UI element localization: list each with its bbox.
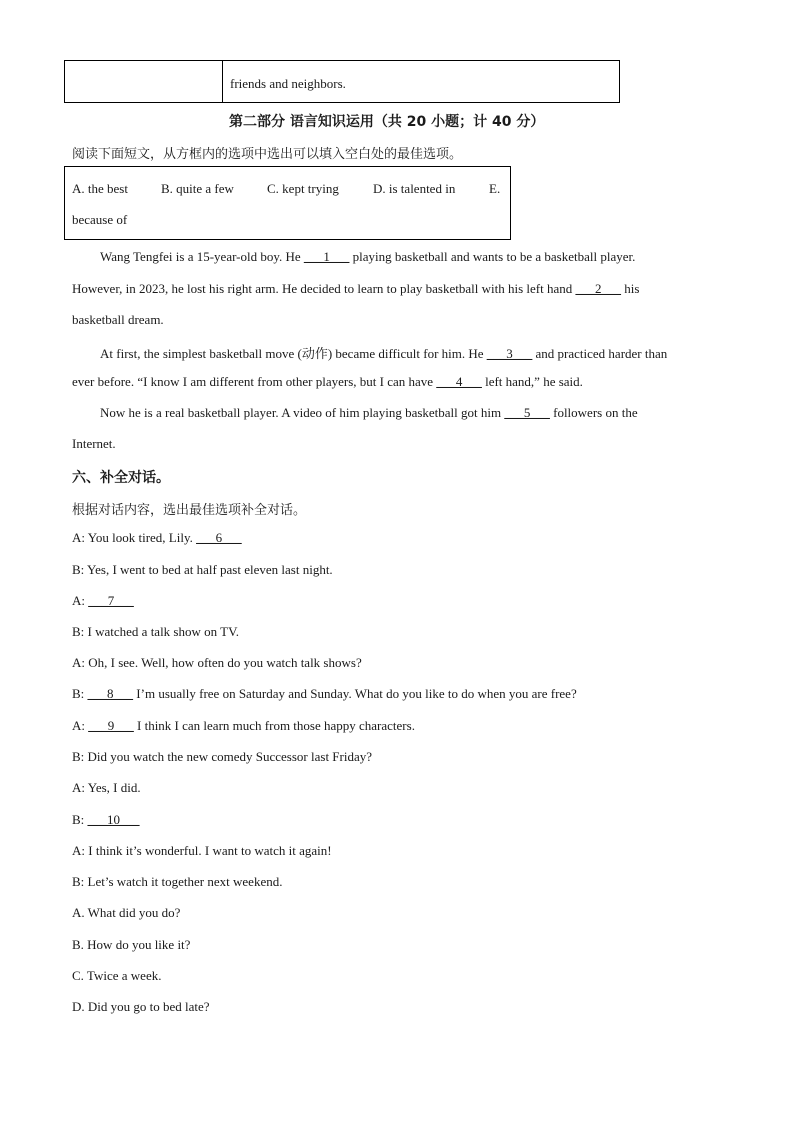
option-d: D. is talented in <box>373 181 456 196</box>
blank-5: ___5___ <box>504 405 550 420</box>
passage-line <box>72 374 583 390</box>
passage-text: and practiced harder than <box>532 346 668 361</box>
blank-4: ___4___ <box>436 374 482 389</box>
dialogue-line: B: Yes, I went to bed at half past eleven last night. <box>72 562 333 577</box>
blank-8: ___8___ <box>87 686 134 701</box>
passage-text: Now he is a real basketball player. A video of him playing basketball got him <box>100 405 505 420</box>
choice-b: B. How do you like it? <box>72 937 191 952</box>
option-b: B. quite a few <box>161 181 234 196</box>
passage-text: playing basketball and wants to be a basketball player. <box>349 249 636 264</box>
table-divider <box>222 61 223 102</box>
passage-text: However, in 2023, he lost his right arm. He decided to learn to play basketball with his left hand <box>72 281 576 296</box>
passage-line: Internet. <box>72 436 116 451</box>
dialogue-line: A: I think it’s wonderful. I want to watch it again! <box>72 843 332 858</box>
choice-d: D. Did you go to bed late? <box>72 999 210 1014</box>
dialogue-line <box>72 718 415 734</box>
choice-c: C. Twice a week. <box>72 968 162 983</box>
table-cell-text: friends and neighbors. <box>230 76 346 91</box>
blank-2: ___2___ <box>575 281 621 296</box>
part2-title: 第二部分 语言知识运用（共 20 小题；计 40 分） <box>229 114 545 130</box>
dialogue-line: B: Did you watch the new comedy Successor last Friday? <box>72 749 373 764</box>
dialogue-line: B: Let’s watch it together next weekend. <box>72 874 283 889</box>
dialogue-text: A: <box>72 718 89 733</box>
blank-7: ___7___ <box>88 593 134 608</box>
passage-text: left hand,” he said. <box>481 374 583 389</box>
passage-text: followers on the <box>549 405 638 420</box>
blank-3: ___3___ <box>486 346 533 361</box>
dialogue-text: I’m usually free on Saturday and Sunday. What do you like to do when you are free? <box>133 686 577 701</box>
blank-1: ___1___ <box>303 249 350 264</box>
dialogue-text: A: <box>72 593 89 608</box>
passage-text: his <box>620 281 640 296</box>
part2-instruction: 阅读下面短文，从方框内的选项中选出可以填入空白处的最佳选项。 <box>72 147 463 162</box>
blank-6: ___6___ <box>196 530 242 545</box>
dialogue-text: I think I can learn much from those happy characters. <box>133 718 415 733</box>
passage-line <box>100 343 667 362</box>
option-a: A. the best <box>72 181 128 196</box>
blank-10: ___10___ <box>87 812 140 827</box>
option-e-continued: because of <box>72 212 128 227</box>
blank-9: ___9___ <box>88 718 134 733</box>
passage-line <box>100 405 638 421</box>
dialogue-line: A: Yes, I did. <box>72 780 141 795</box>
option-c: C. kept trying <box>267 181 339 196</box>
dialogue-line <box>72 812 140 828</box>
answer-table-fragment <box>64 60 620 103</box>
options-box <box>64 166 511 240</box>
choice-a: A. What did you do? <box>72 905 181 920</box>
option-e: E. <box>489 181 501 196</box>
dialogue-line <box>72 686 577 702</box>
passage-line: basketball dream. <box>72 312 164 327</box>
passage-text: Wang Tengfei is a 15-year-old boy. He <box>100 249 304 264</box>
dialogue-line: B: I watched a talk show on TV. <box>72 624 240 639</box>
dialogue-text: B: <box>72 686 88 701</box>
passage-text: At first, the simplest basketball move (动作) became difficult for him. He <box>100 346 487 361</box>
dialogue-text: A: You look tired, Lily. <box>72 530 197 545</box>
dialogue-line: A: Oh, I see. Well, how often do you watch talk shows? <box>72 655 362 670</box>
passage-line <box>100 249 635 265</box>
section6-heading: 六、补全对话。 <box>72 470 170 486</box>
dialogue-line <box>72 530 242 546</box>
section6-instruction: 根据对话内容，选出最佳选项补全对话。 <box>72 503 307 518</box>
dialogue-line <box>72 593 134 609</box>
passage-text: ever before. “I know I am different from other players, but I can have <box>72 374 437 389</box>
passage-line <box>72 281 639 297</box>
dialogue-text: B: <box>72 812 88 827</box>
